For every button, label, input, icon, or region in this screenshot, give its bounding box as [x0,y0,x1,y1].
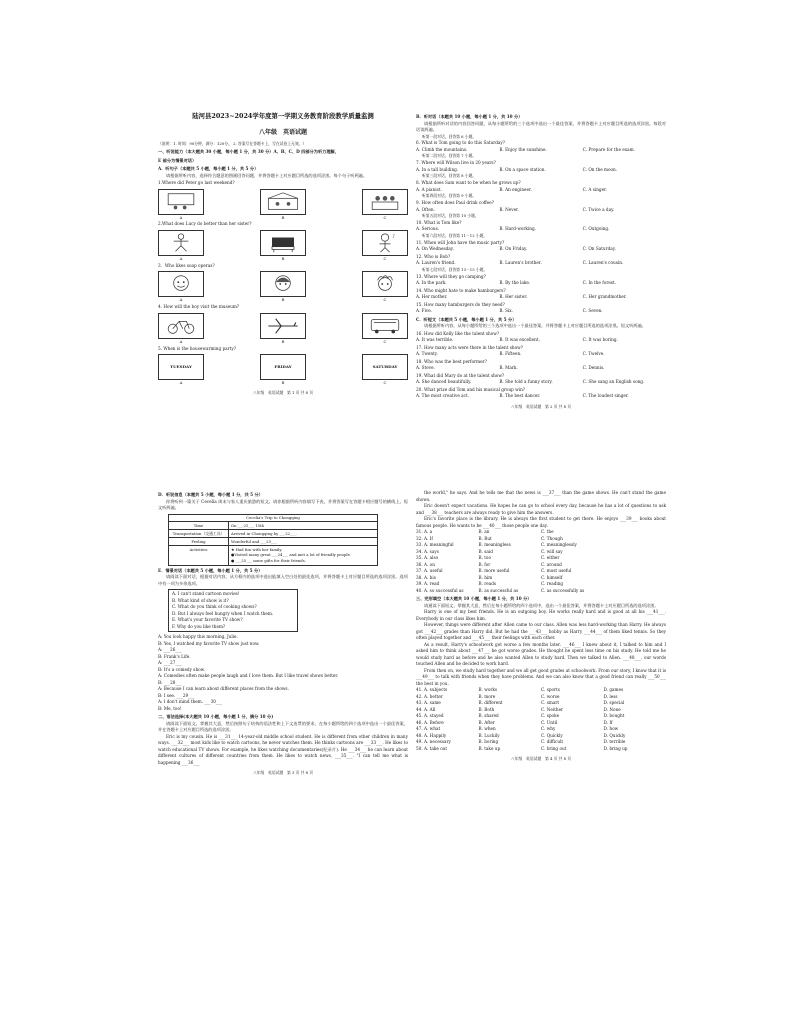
answer-option: A. Climb the mountains. [416,146,468,152]
choice-option: C. Until [541,719,558,725]
option-label: A [179,297,183,303]
answer-option: C. Seven. [582,308,603,314]
cloze-paragraph: As a result, Harry's schoolwork got worse a few months later. ___46___ I knew about it, I talked to him and I asked him to think about ___47___ he got worse grades. He thought he spent less time on his study. He told me he would study hard as before and he also wanted Allen to study hard. Then we talked to Allen. ___48___, our words touched Allen and he decided to work hard. [416,641,666,666]
question-text: 18. Who was the best performer? [416,358,487,364]
choice-option: C. sports [541,687,560,692]
answer-option: B. On a space station. [499,166,546,172]
dance-icon [158,230,204,256]
day-note-text: TUESDAY [170,364,192,369]
answer-option: C. Lauren's cousin. [582,260,624,266]
listening-hint: 听第六段对话，回答第 11－12 小题。 [422,232,488,238]
picture-option [158,271,204,303]
exam-title: 陆河县2023~2024学年度第一学期义务教育阶段教学质量监测 [192,112,374,120]
answer-option: B. Hard-working. [499,226,537,232]
section-a-instructions: 请根据所听内容，选择符合题意的图画回答问题，并将答题卡上对应题目所选的选项涂黑。每个句子听两遍。 [166,172,368,178]
option-label: B [281,380,285,386]
picture-option [362,271,408,303]
table-row [169,522,378,530]
question-text: 14. Who might hate to make hamburgers? [416,287,506,293]
dialog-line: B: ___28___ [158,679,182,685]
curly-face-icon [362,271,408,297]
option-label: A [179,338,183,344]
choice-option: 34. A. says [416,548,439,554]
choice-option: C. bring out [541,745,567,751]
passage-para-3: Eric's favorite place is the library. He is always the first student to get there. He enjoys ___39___ books about famous people. He wants to be ___40___ those people one day. [416,516,666,528]
choice-option: D. None [603,706,621,712]
choice-option: D. Quickly [603,732,626,738]
saturday-note [362,354,408,380]
answer-option: B. Fifteen. [499,351,522,357]
choice-option: C. either [541,555,560,560]
answer-option: A. Lauren's friend. [416,260,456,266]
passage-questions [416,331,666,400]
choice-option: B. said [478,548,493,554]
page-2 [416,112,666,410]
answer-options [416,260,666,267]
girl-face-icon [260,271,306,297]
section-c-instructions: 请根据所听内容，从每小题所给的三个选项中选出一个最佳答案，并将答题卡上对应题目所选的选项涂黑。短文听两遍。 [424,323,646,329]
table-label: Transportation（交通工具） [169,530,229,538]
dialog-line: A: You look happy this morning, Julie. [158,634,238,640]
answer-option: A. Serious. [416,226,440,232]
choice-option: B. too [478,555,491,560]
choice-option: C. Quickly [541,732,563,738]
part-1-heading-cont: E 部分为情景对话） [158,157,197,163]
dialog-line: A: ___27___ [158,660,182,666]
listening-hint: 听第四段对话，回答第 9 小题。 [422,193,477,199]
answer-option: B. Six. [499,308,513,314]
question-text: 19. What did Mary do at the talent show? [416,372,505,378]
choice-option: B. reads [478,581,497,586]
part-3-heading: 三、完形填空（本大题共 10 小题，每小题 1 分，共 10 分） [416,596,532,601]
choice-option: C. Neither [541,706,564,712]
choice-option: B. him [478,574,493,580]
section-e-heading: E．情景对话（本题共 5 小题，每小题 1 分，共 5 分） [158,567,263,573]
trip-table [168,514,378,566]
plane-icon [260,313,306,339]
picture-option [260,271,306,303]
answer-option: C. Prepare for the exam. [582,146,635,152]
answer-option: C. Twice a day. [582,206,615,212]
choice-row [416,588,666,595]
friday-note [260,354,306,380]
cloze-paragraph: Harry is one of my best friends. He is an outgoing boy. He works really hard and is good at all his ___41___. Everybody in our class likes him. [416,609,666,621]
picture-option [158,313,204,345]
page-4 [416,490,666,762]
table-value: Wonderful and ___23___ [229,538,378,546]
question-text: 16. How did Kelly like the talent show? [416,330,500,336]
choice-option: B. works [478,687,498,692]
question-text: 17. How many acts were there in the talent show? [416,344,523,350]
choice-option: C. spoke [541,713,560,718]
table-value: Arrived in Chongqing by ___22___. [229,530,378,538]
choice-option: 45. A. stayed [416,713,444,718]
svg-text:♪: ♪ [392,234,396,240]
question-text: 20. What prize did Tom and his musical group win? [416,386,526,392]
choice-option: C. himself [541,574,563,580]
question-text: 6. What is Tom going to do this Saturday? [416,140,505,146]
choice-option: B. more useful [478,568,510,573]
choice-option: B. shared [478,713,499,718]
part-1-heading: 一、听说能力（本大题共 30 小题，每小题 1 分，共 30 分）A、B、C、D 四部分为听力理解， [158,149,339,155]
choice-option: B. take up [478,745,501,751]
answer-option: A. Often. [416,206,435,212]
listening-hint: 听第二段对话，回答第 7 小题。 [422,153,477,159]
choice-option: C. as successfully as [541,587,585,593]
choice-option: C. reading [541,581,564,586]
choice-option: C. worse [541,693,560,699]
option-label: C [383,380,387,386]
listening-hint: 听第五段对话，回答第 10 小题。 [422,213,479,218]
question-text: 4. How will the boy visit the museum? [158,304,240,310]
answer-options [416,337,666,344]
table-row [169,546,378,566]
cloze-paragraph: However, things were different after Allen came to our class. Allen was less hard-working than Harry. He always got ___42___ grades than Harry did. But he had the ___43___ hobby as Harry ___44___ of them liked tennis. So they often played together and ___45___ their feelings with each other. [416,622,666,640]
choice-option: 35. A. also [416,555,439,560]
question-text: 1.Where did Peter go last weekend? [158,180,235,186]
answer-options [416,379,666,386]
picture-row [158,313,408,345]
picture-option [260,230,306,262]
answer-option: C. Her grandmother. [582,294,627,300]
part-2-instructions: 请阅读下面短文，掌握其大意，然后按照句子结构的语法性和上下文连贯的要求，在每小题所给的四个选项中选出一个最佳答案，并在答题卡上对应题目所选的选项涂黑。 [158,720,408,733]
choice-option: C. meaninglessly [541,542,577,547]
table-label: Activities [169,546,229,566]
answer-option: B. Mark. [499,365,518,371]
day-note-text: FRIDAY [274,364,292,369]
picture-row [158,189,408,221]
classroom-icon [158,189,204,215]
question-text: 5. When is the housewarming party? [158,345,236,351]
table-row [169,538,378,546]
box-option: A. I can't stand cartoon movies! [172,591,240,597]
question-text: 15. How many hamburgers do they need? [416,301,505,307]
options-box [168,589,298,632]
tuesday-note [158,354,204,380]
picture-option [158,230,204,262]
question-text: 12. Who is Bob? [416,253,451,259]
dialog-questions [416,140,666,314]
choice-option: 32. A. If [416,535,433,541]
choice-option: B. Luckily [478,732,500,738]
choice-option: 37. A. useful [416,568,443,573]
passage-para-1: the world," he says. And he tells me that the news is ___37___ than the game shows. He can't stand the game shows. [416,490,666,502]
answer-options [416,226,666,233]
choice-option: 47. A. what [416,726,441,731]
page-3 [158,490,408,776]
picture-row [158,230,408,262]
answer-options [416,246,666,253]
choice-option: C. difficult [541,739,564,744]
table-row [169,530,378,538]
section-d-instructions: 你将听到一篇关于 Cecelia 周末与家人重庆旅游的短文。请你根据所听内容填写下表，并将答案写在答题卡相应题号的横线上。短文听两遍。 [158,498,408,510]
answer-option: C. Outgoing. [582,226,610,232]
choice-option: 41. A. subjects [416,687,448,692]
answer-option: B. Lauren's brother. [499,260,542,266]
choice-option: C. the [541,529,554,534]
question-text: 7. Where will Wilson live in 20 years? [416,160,496,166]
picture-option [158,189,204,221]
answer-option: B. The best dancer. [499,393,541,399]
cloze-passage [416,609,666,687]
option-label: A [179,214,183,220]
box-option: B. What kind of show is it? [172,597,229,603]
picture-option [362,313,408,345]
dialog-line: A: Because I can learn about different places from the shows. [158,686,289,692]
dialog-line: B: I see. ___29___ [158,692,195,698]
section-b-hint: 听第一段对话，回答第 6 小题。 [422,133,477,139]
section-b-instructions: 请根据所听对话的内容回答问题，从每小题所给的三个选项中选出一个最佳答案，并将答题卡上对应题目所选的选项涂黑。每段对话读两遍。 [416,120,666,132]
answer-option: A. In a tall building. [416,166,459,172]
choice-option: D. If [603,719,613,725]
part-3-instructions: 请通读下面短文，掌握其大意，然后在每小题所给的四个选项中，选出一个最佳答案，并将答题卡上对应题目所选的选项涂黑。 [424,602,659,608]
choice-option: 33. A. meaningful [416,542,454,547]
piano-icon [260,230,306,256]
choice-option: 48. A. Happily [416,732,447,738]
answer-option: C. A singer. [582,186,607,192]
answer-option: C. The loudest singer. [582,393,629,399]
picture-option [362,354,408,386]
box-option: C. What do you think of cooking shows? [172,604,257,610]
dialog-line: A: Comedies often make people laugh and I love them. But I like travel shows better. [158,673,339,679]
choice-option [604,588,667,595]
choice-option: 44. A. All [416,706,436,712]
page-footer: 八年级 英语试题 第 3 页 共 8 页 [252,770,314,776]
choice-option: B. as successful as [478,587,519,593]
choice-option: C. around [541,561,562,567]
market-icon [260,189,306,215]
answer-option: B. It was excellent. [499,337,540,343]
passage-para-2: Eric doesn't expect vacations. He hopes he can go to school every day, because he has a lot of questions to ask and ___38___ teachers are always ready to give him the answers. [416,503,666,515]
party-icon [362,189,408,215]
choice-option: B. more [478,693,496,699]
answer-option: B. Her sister. [499,294,528,300]
table-title: Cecelia's Trip to Chongqing [169,514,378,522]
answer-options [416,351,666,358]
box-option: D. But I always feel hungry when I watch them. [172,610,274,616]
answer-options [416,308,666,315]
listening-hint: 听第七段对话，回答第 13－15 小题。 [422,266,488,272]
picture-option [362,189,408,221]
choice-option: B. for [478,561,491,567]
section-c-heading: C．听短文（本题共 5 小题，每小题 1 分，共 5 分） [416,316,517,322]
answer-option: B. She told a funny story. [499,379,553,385]
box-option: E. What's your favorite TV show? [172,617,243,623]
answer-option: C. Dennis. [582,365,605,371]
question-text: 10. What is Tom like? [416,219,462,225]
boy-face-icon [158,271,204,297]
question-text: 13. Where will they go camping? [416,273,486,279]
picture-option [158,354,204,386]
page-footer: 八年级 英语试题 第 2 页 共 8 页 [510,403,572,409]
choice-option: 39. A. read [416,581,440,586]
section-a-heading: A．听句子（本题共 5 小题，每小题 1 分，共 5 分） [158,166,259,172]
choice-option: D. bought [603,713,625,718]
answer-option: A. Steve. [416,365,435,371]
choice-option: 40. A. so successful as [416,587,464,593]
picture-option [260,354,306,386]
question-text: 2.What does Lucy do better than her sister? [158,221,252,227]
picture-row [158,271,408,303]
answer-option: A. On Wednesday. [416,246,454,252]
section-e-instructions: 请阅读下面对话，根据对话内容，从方框内的选项中选出能填入空白处的最佳选项，并将答题卡上对应题目所选的选项涂黑。选项中有一项为多余选项。 [158,574,408,586]
answer-option: C. It was boring. [582,337,618,343]
sing-icon [362,230,408,256]
table-label: Feeling [169,538,229,546]
option-label: C [383,255,387,261]
dialog-line: A: ___26___ [158,647,182,653]
choice-option: B. meaningless [478,542,511,547]
answer-options [416,393,666,400]
box-option: F. Why do you like them? [172,623,226,629]
page-1 [158,112,408,396]
answer-option: B. By the lake. [499,280,531,286]
table-value: ★ Had fun with her family. ●Visited many great ___24___ and met a lot of friendly people. ● ___25___ some gifts for their friends. [229,546,378,566]
answer-option: C. Twelve. [582,351,605,357]
option-label: A [179,255,183,261]
grammar-passage: Eric is my cousin. He is ___31___ 14-year-old middle school student. He is different from other children in many ways. ___32___ most kids like to watch cartoons, he never watches them. He thinks cartoons are ___33___. He likes to watch educational TV shows. For example, he likes watching documentaries(纪录片). He ___34___ he can learn about different cultures of different countries from them. He likes to watch news, ___35___. "I can tell me what is happening ___36___ [158,733,408,765]
answer-option: A. A pianist. [416,186,442,192]
choice-option: D. games [603,687,624,692]
option-label: C [383,338,387,344]
answer-option: B. Never. [499,206,519,212]
answer-option: C. In the forest. [582,280,616,286]
option-label: B [281,214,285,220]
answer-options [416,280,666,287]
choice-option: D. terrible [603,739,626,744]
choice-option: B. when [478,726,496,731]
choice-option: C. smart [541,700,560,705]
choice-option: B. But [478,535,492,541]
option-label: A [179,380,183,386]
table-label: Time [169,522,229,530]
answer-option: A. In the park. [416,280,447,286]
answer-option: B. On Friday. [499,246,528,252]
dialog-line: B: It's a comedy show. [158,666,206,672]
choice-option: B. After [478,719,495,725]
answer-option: C. She sang an English song. [582,379,645,385]
choice-option: C. most useful [541,568,572,573]
picture-questions [158,180,408,386]
choice-option: 36. A. on [416,561,435,567]
choice-option: D. how [603,726,619,731]
picture-option [362,230,408,262]
choice-option: C. Though [541,535,563,541]
answer-options [416,365,666,372]
choice-option: B. different [478,700,503,705]
answer-option: C. On the moon. [582,166,618,172]
day-note-text: SATURDAY [372,364,398,369]
option-label: C [383,297,387,303]
listening-hint: 听第三段对话，回答第 8 小题。 [422,173,477,179]
question-text: 8. What does Sam want to be when he grows up? [416,180,521,186]
cloze-paragraph: From then on, we study hard together and we all get good grades at schoolwork. From our story, I know that it is ___49___ to talk with friends when they have problems. And we can also know that a good friend can really ___50___ the best in you. [416,667,666,686]
answer-option: A. It was terrible. [416,337,454,343]
answer-option: B. Enjoy the sunshine. [499,146,547,152]
choice-option: C. why [541,726,556,731]
part-2-heading: 二、语法选择(本大题共 10 小题，每小题 1 分，满分 10 分) [158,714,274,720]
choice-option: 46. A. Before [416,719,444,725]
grammar-choices [416,529,666,594]
page-footer: 八年级 英语试题 第 4 页 共 8 页 [510,756,572,761]
choice-option: 38. A. his [416,574,436,580]
dialog [158,634,408,712]
choice-option: 50. A. take out [416,745,448,751]
bus-icon [362,313,408,339]
option-label: C [383,214,387,220]
answer-option: A. Five. [416,308,433,314]
option-label: B [281,338,285,344]
question-text: 11. When will John have the music party? [416,239,505,245]
dialog-line: A: I don't mind them. ___30___ [158,699,223,705]
choice-option: B. boring [478,739,499,744]
answer-option: C. On Saturday. [582,246,616,252]
choice-option: D. less [603,693,618,699]
answer-option: A. Her mother. [416,294,448,300]
choice-option: 49. A. necessary [416,739,451,744]
exam-note: （说明：1. 时间：90分钟，满分：120分。 2. 答案写在答题卡上，写在试卷上无效。） [158,141,307,147]
choice-option: D. bring up [603,745,628,751]
section-b-heading: B．听对话（本题共 10 小题，每小题 1 分，共 10 分） [416,114,523,119]
answer-option: A. The most creative act. [416,393,470,399]
question-text: 9. How often does Paul drink coffee? [416,200,494,205]
exam-subtitle: 八年级 英语试题 [258,128,307,136]
option-label: B [281,297,285,303]
choice-option: C. will say [541,548,563,554]
dialog-line: B: Me, too! [158,705,182,711]
picture-option [260,313,306,345]
table-value: On ___21___ 15th [229,522,378,530]
section-d-heading: D．听说信息（本题共 5 小题，每小题 1 分，共 5 分） [158,492,263,497]
picture-option [260,189,306,221]
cloze-choices [416,687,666,752]
choice-option: 43. A. same [416,700,441,705]
choice-option: 31. A. a [416,529,433,534]
picture-row [158,354,408,386]
answer-option: A. She danced beautifully. [416,379,472,385]
dialog-line: B: Frank's Life. [158,653,191,659]
choice-option: D. special [603,700,625,705]
option-label: B [281,255,285,261]
answer-option: A. Twenty. [416,351,438,357]
page-footer: 八年级 英语试题 第 1 页 共 8 页 [252,389,314,395]
choice-option: B. Both [478,706,495,712]
answer-options [416,294,666,301]
choice-option: 42. A. better [416,693,443,699]
choice-option: B. an [478,529,490,534]
dialog-line: B: Yes, I watched my favorite TV show just now. [158,640,260,646]
answer-option: B. An engineer. [499,186,532,192]
question-text: 3．Who likes soap operas? [158,262,215,268]
bike-icon [158,313,204,339]
choice-row [416,746,666,753]
